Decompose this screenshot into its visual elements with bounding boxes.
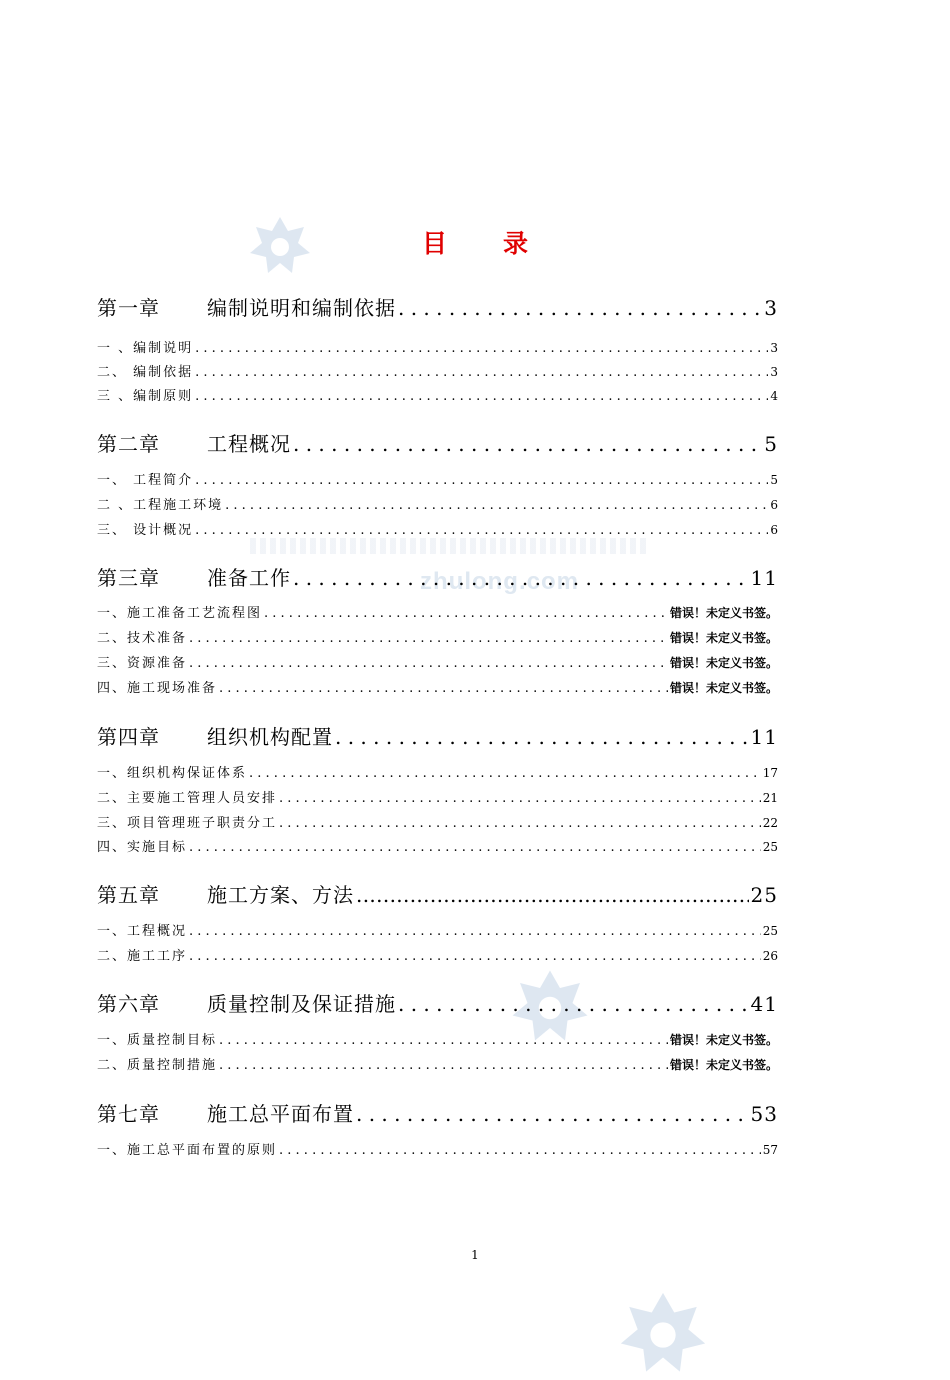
section-label: 一、质量控制目标: [97, 1033, 218, 1048]
chapter-title: 施工方案、方法: [207, 883, 354, 907]
chapter-page-number: 3: [764, 296, 778, 320]
dot-leader: [264, 606, 668, 621]
page-title: [0, 224, 950, 260]
toc-section[interactable]: [97, 519, 778, 538]
toc-section[interactable]: [97, 1139, 778, 1158]
dot-leader: [195, 389, 768, 404]
dot-leader: [279, 816, 761, 831]
chapter-page-number: 41: [750, 992, 778, 1016]
dot-leader: [195, 341, 768, 356]
section-page-number: 21: [762, 791, 778, 805]
chapter-title: 准备工作: [207, 566, 291, 590]
toc-section[interactable]: [97, 385, 778, 404]
dot-leader: [279, 791, 761, 806]
toc-chapter[interactable]: [97, 721, 778, 750]
chapter-title: 工程概况: [207, 432, 291, 456]
toc-chapter[interactable]: [97, 988, 778, 1017]
section-page-number: 22: [762, 816, 778, 830]
chapter-number: 第一章: [97, 296, 160, 320]
toc-section[interactable]: [97, 469, 778, 488]
title-char-2: 录: [503, 229, 529, 258]
chapter-page-number: 5: [764, 432, 778, 456]
section-label: 二、施工工序: [97, 949, 188, 964]
dot-leader: [195, 523, 768, 538]
chapter-title: 编制说明和编制依据: [207, 296, 396, 320]
section-label: 二、质量控制措施: [97, 1058, 218, 1073]
chapter-number: 第六章: [97, 992, 160, 1016]
dot-leader: [189, 949, 761, 964]
section-page-error: 错误！未定义书签。: [669, 606, 778, 620]
section-label: 一、施工总平面布置的原则: [97, 1143, 278, 1158]
dot-leader: [219, 681, 668, 696]
dot-leader: [249, 766, 761, 781]
chapter-number: 第三章: [97, 566, 160, 590]
section-label: 一、施工准备工艺流程图: [97, 606, 263, 621]
chapter-number: 第二章: [97, 432, 160, 456]
toc-section[interactable]: [97, 627, 778, 646]
toc-section[interactable]: [97, 812, 778, 831]
dot-leader: [398, 296, 762, 320]
section-label: 三、 设计概况: [97, 523, 194, 538]
section-label: 三、项目管理班子职责分工: [97, 816, 278, 831]
chapter-number: 第四章: [97, 725, 160, 749]
dot-leader: [293, 566, 749, 590]
dot-leader: [225, 498, 768, 513]
dot-leader: [195, 365, 768, 380]
toc-section[interactable]: [97, 494, 778, 513]
dot-leader: [189, 924, 761, 939]
toc-chapter[interactable]: [97, 879, 778, 908]
section-label: 一、工程概况: [97, 924, 188, 939]
title-char-1: 目: [421, 229, 447, 258]
section-page-number: 25: [762, 924, 778, 938]
dot-leader: [293, 432, 762, 456]
chapter-page-number: 53: [750, 1102, 778, 1126]
watermark-logo-icon: [618, 1290, 708, 1380]
section-label: 二、技术准备: [97, 631, 188, 646]
toc-section[interactable]: [97, 787, 778, 806]
toc-section[interactable]: [97, 762, 778, 781]
section-page-error: 错误！未定义书签。: [669, 1033, 778, 1047]
toc-section[interactable]: [97, 836, 778, 855]
chapter-number: 第七章: [97, 1102, 160, 1126]
dot-leader: [279, 1143, 761, 1158]
section-page-error: 错误！未定义书签。: [669, 681, 778, 695]
section-page-error: 错误！未定义书签。: [669, 631, 778, 645]
chapter-title: 质量控制及保证措施: [207, 992, 396, 1016]
dot-leader: [398, 992, 749, 1016]
toc-chapter[interactable]: [97, 292, 778, 321]
section-label: 三、资源准备: [97, 656, 188, 671]
section-label: 一 、编制说明: [97, 341, 194, 356]
toc-section[interactable]: [97, 945, 778, 964]
chapter-page-number: 11: [750, 566, 778, 590]
toc-section[interactable]: [97, 920, 778, 939]
dot-leader: [356, 883, 749, 907]
chapter-page-number: 11: [750, 725, 778, 749]
watermark-text: zhulong.com: [420, 568, 579, 595]
chapter-title: 组织机构配置: [207, 725, 333, 749]
toc-section[interactable]: [97, 337, 778, 356]
dot-leader: [356, 1102, 749, 1126]
chapter-title: 施工总平面布置: [207, 1102, 354, 1126]
toc-chapter[interactable]: [97, 428, 778, 457]
toc-section[interactable]: [97, 652, 778, 671]
section-label: 三 、编制原则: [97, 389, 194, 404]
section-page-number: 3: [770, 365, 778, 379]
section-page-number: 57: [762, 1143, 778, 1157]
dot-leader: [219, 1033, 668, 1048]
dot-leader: [189, 840, 761, 855]
section-label: 二 、工程施工环境: [97, 498, 224, 513]
section-page-number: 25: [762, 840, 778, 854]
section-page-number: 26: [762, 949, 778, 963]
section-page-number: 6: [770, 498, 778, 512]
dot-leader: [189, 656, 668, 671]
section-page-number: 3: [770, 341, 778, 355]
section-page-error: 错误！未定义书签。: [669, 1058, 778, 1072]
chapter-page-number: 25: [750, 883, 778, 907]
section-label: 四、施工现场准备: [97, 681, 218, 696]
toc-section[interactable]: [97, 361, 778, 380]
dot-leader: [189, 631, 668, 646]
dot-leader: [219, 1058, 668, 1073]
toc-section[interactable]: [97, 677, 778, 696]
section-label: 二、 编制依据: [97, 365, 194, 380]
dot-leader: [335, 725, 749, 749]
section-label: 二、主要施工管理人员安排: [97, 791, 278, 806]
toc-chapter[interactable]: [97, 1098, 778, 1127]
section-page-number: 17: [762, 766, 778, 780]
section-label: 四、实施目标: [97, 840, 188, 855]
toc-section[interactable]: [97, 1054, 778, 1073]
chapter-number: 第五章: [97, 883, 160, 907]
toc-section[interactable]: [97, 602, 778, 621]
section-page-number: 5: [770, 473, 778, 487]
toc-section[interactable]: [97, 1029, 778, 1048]
section-page-number: 4: [770, 389, 778, 403]
page-number-footer: 1: [471, 1248, 479, 1262]
section-label: 一、组织机构保证体系: [97, 766, 248, 781]
watermark-band: [250, 538, 650, 554]
section-page-number: 6: [770, 523, 778, 537]
section-label: 一、 工程简介: [97, 473, 194, 488]
toc-chapter[interactable]: [97, 562, 778, 591]
dot-leader: [195, 473, 768, 488]
section-page-error: 错误！未定义书签。: [669, 656, 778, 670]
